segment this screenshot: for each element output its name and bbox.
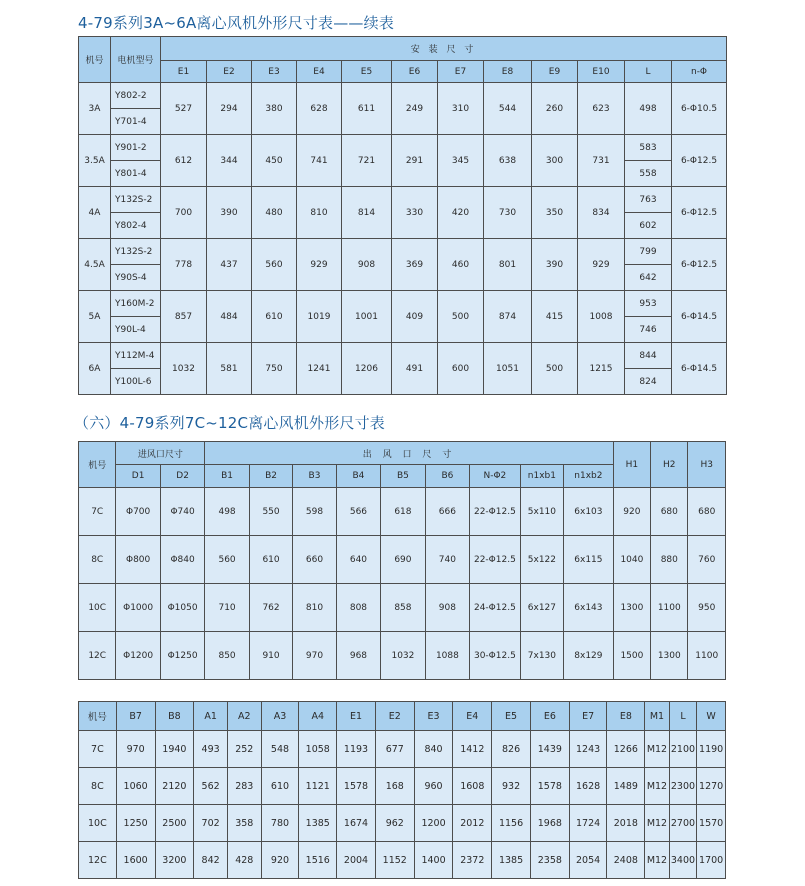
value-cell: 810 — [297, 187, 342, 239]
value-cell: 2054 — [569, 842, 607, 879]
header-outlet-col-1: B2 — [249, 465, 292, 488]
header-outlet-col-5: B6 — [425, 465, 469, 488]
table-row — [79, 632, 726, 680]
value-cell: 611 — [342, 83, 392, 135]
value-cell: 2358 — [530, 842, 569, 879]
value-cell: 437 — [207, 239, 252, 291]
value-cell: 544 — [484, 83, 532, 135]
value-cell: 1032 — [381, 632, 425, 680]
value-cell: 428 — [227, 842, 261, 879]
value-cell: 741 — [297, 135, 342, 187]
header-col-12: E6 — [530, 702, 569, 731]
value-cell: Φ840 — [160, 536, 204, 584]
value-cell: 1489 — [607, 768, 645, 805]
header-col-10: L — [625, 61, 672, 83]
value-cell: 2120 — [155, 768, 194, 805]
value-cell: 640 — [336, 536, 380, 584]
n-phi-cell: 6-Φ14.5 — [672, 343, 727, 395]
value-cell: 1578 — [530, 768, 569, 805]
value-cell: 1578 — [337, 768, 376, 805]
value-cell: 677 — [375, 731, 414, 768]
motor-model-cell: Y802-2 — [111, 83, 161, 109]
value-cell: 500 — [532, 343, 578, 395]
machine-no-cell: 8C — [79, 768, 117, 805]
value-cell: 5x110 — [520, 488, 563, 536]
value-cell: 908 — [425, 584, 469, 632]
value-cell: 710 — [205, 584, 249, 632]
value-cell: 260 — [532, 83, 578, 135]
value-cell: 6x143 — [564, 584, 614, 632]
header-col-1: E2 — [207, 61, 252, 83]
machine-no-cell: 10C — [79, 584, 116, 632]
value-cell: 610 — [261, 768, 299, 805]
value-cell: 666 — [425, 488, 469, 536]
machine-no-cell: 12C — [79, 842, 117, 879]
header-col-0: 机号 — [79, 702, 117, 731]
value-cell: 1040 — [613, 536, 650, 584]
machine-no-cell: 12C — [79, 632, 116, 680]
header-col-5: E6 — [392, 61, 438, 83]
header-h3: H3 — [688, 442, 726, 488]
value-cell: 5x122 — [520, 536, 563, 584]
value-cell: 1500 — [613, 632, 650, 680]
value-cell: 3400 — [669, 842, 697, 879]
value-cell: 480 — [252, 187, 297, 239]
value-cell: 780 — [261, 805, 299, 842]
value-cell: 358 — [227, 805, 261, 842]
value-cell: 484 — [207, 291, 252, 343]
value-cell: 1628 — [569, 768, 607, 805]
value-cell: 814 — [342, 187, 392, 239]
value-cell: 249 — [392, 83, 438, 135]
value-cell: 880 — [651, 536, 688, 584]
header-install-dimensions: 安 装 尺 寸 — [161, 37, 727, 61]
value-cell: 1019 — [297, 291, 342, 343]
value-cell: Φ1200 — [116, 632, 160, 680]
header-col-3: E4 — [297, 61, 342, 83]
value-cell: 731 — [578, 135, 625, 187]
value-cell: 962 — [375, 805, 414, 842]
header-col-3: A1 — [194, 702, 228, 731]
value-cell: 1206 — [342, 343, 392, 395]
motor-model-cell: Y801-4 — [111, 161, 161, 187]
value-cell: 2100 — [669, 731, 697, 768]
value-cell: 600 — [438, 343, 484, 395]
value-cell: 1051 — [484, 343, 532, 395]
table-row — [79, 291, 727, 317]
value-cell: 460 — [438, 239, 484, 291]
value-cell: 548 — [261, 731, 299, 768]
value-cell: 6x103 — [564, 488, 614, 536]
value-cell: 562 — [194, 768, 228, 805]
value-cell: 929 — [578, 239, 625, 291]
value-cell: 1008 — [578, 291, 625, 343]
value-cell: 1385 — [492, 842, 531, 879]
value-cell: 610 — [252, 291, 297, 343]
value-cell: 623 — [578, 83, 625, 135]
table-row — [79, 536, 726, 584]
value-cell: 970 — [293, 632, 336, 680]
value-cell: 8x129 — [564, 632, 614, 680]
value-cell: 390 — [532, 239, 578, 291]
table-row — [79, 805, 726, 842]
value-cell: 1001 — [342, 291, 392, 343]
l-cell: 763 — [625, 187, 672, 213]
l-cell: 953 — [625, 291, 672, 317]
value-cell: 1674 — [337, 805, 376, 842]
value-cell: 1516 — [299, 842, 337, 879]
value-cell: 1412 — [453, 731, 492, 768]
value-cell: 908 — [342, 239, 392, 291]
value-cell: 1724 — [569, 805, 607, 842]
value-cell: 1032 — [161, 343, 207, 395]
header-inlet-col-1: D2 — [160, 465, 204, 488]
header-col-0: E1 — [161, 61, 207, 83]
motor-model-cell: Y112M-4 — [111, 343, 161, 369]
value-cell: 330 — [392, 187, 438, 239]
value-cell: M12 — [645, 731, 669, 768]
table-row — [79, 135, 727, 161]
n-phi-cell: 6-Φ12.5 — [672, 135, 727, 187]
motor-model-cell: Y100L-6 — [111, 369, 161, 395]
motor-model-cell: Y701-4 — [111, 109, 161, 135]
header-col-10: E4 — [453, 702, 492, 731]
motor-model-cell: Y160M-2 — [111, 291, 161, 317]
value-cell: 874 — [484, 291, 532, 343]
machine-no-cell: 4A — [79, 187, 111, 239]
value-cell: 857 — [161, 291, 207, 343]
value-cell: 628 — [297, 83, 342, 135]
value-cell: 350 — [532, 187, 578, 239]
value-cell: 1300 — [651, 632, 688, 680]
value-cell: 932 — [492, 768, 531, 805]
value-cell: 491 — [392, 343, 438, 395]
header-outlet-col-4: B5 — [381, 465, 425, 488]
l-cell: 498 — [625, 83, 672, 135]
value-cell: 1215 — [578, 343, 625, 395]
header-col-7: E8 — [484, 61, 532, 83]
value-cell: M12 — [645, 842, 669, 879]
table-row — [79, 731, 726, 768]
header-col-8: E2 — [375, 702, 414, 731]
value-cell: 380 — [252, 83, 297, 135]
value-cell: 2018 — [607, 805, 645, 842]
value-cell: 1200 — [414, 805, 453, 842]
value-cell: 2700 — [669, 805, 697, 842]
value-cell: 834 — [578, 187, 625, 239]
value-cell: 1100 — [688, 632, 726, 680]
table-row — [79, 488, 726, 536]
table-row — [79, 584, 726, 632]
n-phi-cell: 6-Φ12.5 — [672, 187, 727, 239]
motor-model-cell: Y90L-4 — [111, 317, 161, 343]
value-cell: 1190 — [697, 731, 726, 768]
table-row — [79, 187, 727, 213]
value-cell: 294 — [207, 83, 252, 135]
value-cell: 409 — [392, 291, 438, 343]
value-cell: 6x115 — [564, 536, 614, 584]
header-col-16: L — [669, 702, 697, 731]
header-outlet-col-3: B4 — [336, 465, 380, 488]
value-cell: 1156 — [492, 805, 531, 842]
table-row — [79, 239, 727, 265]
value-cell: Φ1000 — [116, 584, 160, 632]
value-cell: 740 — [425, 536, 469, 584]
header-col-17: W — [697, 702, 726, 731]
machine-no-cell: 3A — [79, 83, 111, 135]
value-cell: 2408 — [607, 842, 645, 879]
section2-title: （六）4-79系列7C~12C离心风机外形尺寸表 — [74, 414, 385, 432]
header-col-6: E7 — [438, 61, 484, 83]
value-cell: 527 — [161, 83, 207, 135]
l-cell: 583 — [625, 135, 672, 161]
motor-model-cell: Y132S-2 — [111, 239, 161, 265]
value-cell: 680 — [651, 488, 688, 536]
value-cell: 920 — [613, 488, 650, 536]
machine-no-cell: 7C — [79, 488, 116, 536]
value-cell: 168 — [375, 768, 414, 805]
value-cell: 420 — [438, 187, 484, 239]
value-cell: 1700 — [697, 842, 726, 879]
value-cell: 660 — [293, 536, 336, 584]
value-cell: 415 — [532, 291, 578, 343]
header-col-2: E3 — [252, 61, 297, 83]
value-cell: 24-Φ12.5 — [470, 584, 521, 632]
header-col-6: A4 — [299, 702, 337, 731]
header-outlet-col-8: n1xb2 — [564, 465, 614, 488]
value-cell: 310 — [438, 83, 484, 135]
motor-model-cell: Y901-2 — [111, 135, 161, 161]
value-cell: 840 — [414, 731, 453, 768]
value-cell: 910 — [249, 632, 292, 680]
value-cell: 612 — [161, 135, 207, 187]
value-cell: 1241 — [297, 343, 342, 395]
value-cell: 450 — [252, 135, 297, 187]
l-cell: 602 — [625, 213, 672, 239]
value-cell: 730 — [484, 187, 532, 239]
header-col-7: E1 — [337, 702, 376, 731]
value-cell: 1968 — [530, 805, 569, 842]
header-machine-no: 机号 — [79, 37, 111, 83]
value-cell: 291 — [392, 135, 438, 187]
value-cell: 560 — [252, 239, 297, 291]
l-cell: 844 — [625, 343, 672, 369]
value-cell: 2372 — [453, 842, 492, 879]
header-col-14: E8 — [607, 702, 645, 731]
value-cell: 1193 — [337, 731, 376, 768]
value-cell: 1058 — [299, 731, 337, 768]
header-col-13: E7 — [569, 702, 607, 731]
value-cell: 1608 — [453, 768, 492, 805]
value-cell: 30-Φ12.5 — [470, 632, 521, 680]
motor-model-cell: Y90S-4 — [111, 265, 161, 291]
value-cell: Φ700 — [116, 488, 160, 536]
value-cell: 1121 — [299, 768, 337, 805]
value-cell: 1570 — [697, 805, 726, 842]
value-cell: 810 — [293, 584, 336, 632]
value-cell: 721 — [342, 135, 392, 187]
header-col-1: B7 — [116, 702, 155, 731]
value-cell: Φ800 — [116, 536, 160, 584]
value-cell: 1243 — [569, 731, 607, 768]
value-cell: 369 — [392, 239, 438, 291]
value-cell: 618 — [381, 488, 425, 536]
header-col-9: E10 — [578, 61, 625, 83]
n-phi-cell: 6-Φ12.5 — [672, 239, 727, 291]
value-cell: M12 — [645, 805, 669, 842]
motor-model-cell: Y132S-2 — [111, 187, 161, 213]
value-cell: 6x127 — [520, 584, 563, 632]
value-cell: 1270 — [697, 768, 726, 805]
machine-no-cell: 8C — [79, 536, 116, 584]
value-cell: 690 — [381, 536, 425, 584]
header-col-5: A3 — [261, 702, 299, 731]
value-cell: M12 — [645, 768, 669, 805]
table-row — [79, 768, 726, 805]
value-cell: 1100 — [651, 584, 688, 632]
value-cell: 500 — [438, 291, 484, 343]
machine-no-cell: 10C — [79, 805, 117, 842]
value-cell: 560 — [205, 536, 249, 584]
value-cell: 252 — [227, 731, 261, 768]
value-cell: Φ1050 — [160, 584, 204, 632]
machine-no-cell: 4.5A — [79, 239, 111, 291]
value-cell: Φ1250 — [160, 632, 204, 680]
header-col-9: E3 — [414, 702, 453, 731]
value-cell: 1088 — [425, 632, 469, 680]
value-cell: 1940 — [155, 731, 194, 768]
value-cell: 22-Φ12.5 — [470, 536, 521, 584]
value-cell: 680 — [688, 488, 726, 536]
machine-no-cell: 6A — [79, 343, 111, 395]
table-3a-6a — [78, 36, 727, 395]
value-cell: 750 — [252, 343, 297, 395]
value-cell: 1060 — [116, 768, 155, 805]
value-cell: Φ740 — [160, 488, 204, 536]
table-row — [79, 83, 727, 109]
machine-no-cell: 7C — [79, 731, 117, 768]
value-cell: 1439 — [530, 731, 569, 768]
value-cell: 960 — [414, 768, 453, 805]
value-cell: 2004 — [337, 842, 376, 879]
value-cell: 344 — [207, 135, 252, 187]
header-outlet-col-6: N-Φ2 — [470, 465, 521, 488]
l-cell: 558 — [625, 161, 672, 187]
table-row — [79, 343, 727, 369]
header-col-4: A2 — [227, 702, 261, 731]
table-7c-12c-continued — [78, 701, 726, 879]
value-cell: 638 — [484, 135, 532, 187]
value-cell: 581 — [207, 343, 252, 395]
value-cell: 550 — [249, 488, 292, 536]
header-col-8: E9 — [532, 61, 578, 83]
value-cell: 493 — [194, 731, 228, 768]
value-cell: 702 — [194, 805, 228, 842]
l-cell: 799 — [625, 239, 672, 265]
value-cell: 920 — [261, 842, 299, 879]
value-cell: 3200 — [155, 842, 194, 879]
header-inlet-dimensions: 进风口尺寸 — [116, 442, 205, 465]
value-cell: 808 — [336, 584, 380, 632]
l-cell: 824 — [625, 369, 672, 395]
value-cell: 778 — [161, 239, 207, 291]
value-cell: 1300 — [613, 584, 650, 632]
header-h1: H1 — [613, 442, 650, 488]
value-cell: 1152 — [375, 842, 414, 879]
table-7c-12c — [78, 441, 726, 680]
value-cell: 850 — [205, 632, 249, 680]
header-outlet-col-7: n1xb1 — [520, 465, 563, 488]
table-row — [79, 842, 726, 879]
value-cell: 842 — [194, 842, 228, 879]
header-inlet-col-0: D1 — [116, 465, 160, 488]
n-phi-cell: 6-Φ14.5 — [672, 291, 727, 343]
header-h2: H2 — [651, 442, 688, 488]
value-cell: 1385 — [299, 805, 337, 842]
l-cell: 642 — [625, 265, 672, 291]
value-cell: 950 — [688, 584, 726, 632]
value-cell: 700 — [161, 187, 207, 239]
value-cell: 801 — [484, 239, 532, 291]
header-outlet-col-2: B3 — [293, 465, 336, 488]
value-cell: 7x130 — [520, 632, 563, 680]
header-machine-no: 机号 — [79, 442, 116, 488]
value-cell: 929 — [297, 239, 342, 291]
value-cell: 2500 — [155, 805, 194, 842]
value-cell: 390 — [207, 187, 252, 239]
n-phi-cell: 6-Φ10.5 — [672, 83, 727, 135]
value-cell: 2012 — [453, 805, 492, 842]
section1-title: 4-79系列3A~6A离心风机外形尺寸表——续表 — [78, 14, 395, 32]
value-cell: 283 — [227, 768, 261, 805]
value-cell: 598 — [293, 488, 336, 536]
value-cell: 22-Φ12.5 — [470, 488, 521, 536]
value-cell: 1266 — [607, 731, 645, 768]
motor-model-cell: Y802-4 — [111, 213, 161, 239]
header-outlet-col-0: B1 — [205, 465, 249, 488]
value-cell: 1600 — [116, 842, 155, 879]
value-cell: 1250 — [116, 805, 155, 842]
machine-no-cell: 5A — [79, 291, 111, 343]
value-cell: 566 — [336, 488, 380, 536]
l-cell: 746 — [625, 317, 672, 343]
header-col-15: M1 — [645, 702, 669, 731]
value-cell: 2300 — [669, 768, 697, 805]
value-cell: 1400 — [414, 842, 453, 879]
header-col-11: E5 — [492, 702, 531, 731]
header-col-4: E5 — [342, 61, 392, 83]
machine-no-cell: 3.5A — [79, 135, 111, 187]
header-col-11: n-Φ — [672, 61, 727, 83]
value-cell: 762 — [249, 584, 292, 632]
value-cell: 968 — [336, 632, 380, 680]
value-cell: 826 — [492, 731, 531, 768]
value-cell: 760 — [688, 536, 726, 584]
value-cell: 858 — [381, 584, 425, 632]
value-cell: 300 — [532, 135, 578, 187]
value-cell: 498 — [205, 488, 249, 536]
value-cell: 970 — [116, 731, 155, 768]
value-cell: 345 — [438, 135, 484, 187]
header-motor-model: 电机型号 — [111, 37, 161, 83]
value-cell: 610 — [249, 536, 292, 584]
header-outlet-dimensions: 出 风 口 尺 寸 — [205, 442, 613, 465]
header-col-2: B8 — [155, 702, 194, 731]
